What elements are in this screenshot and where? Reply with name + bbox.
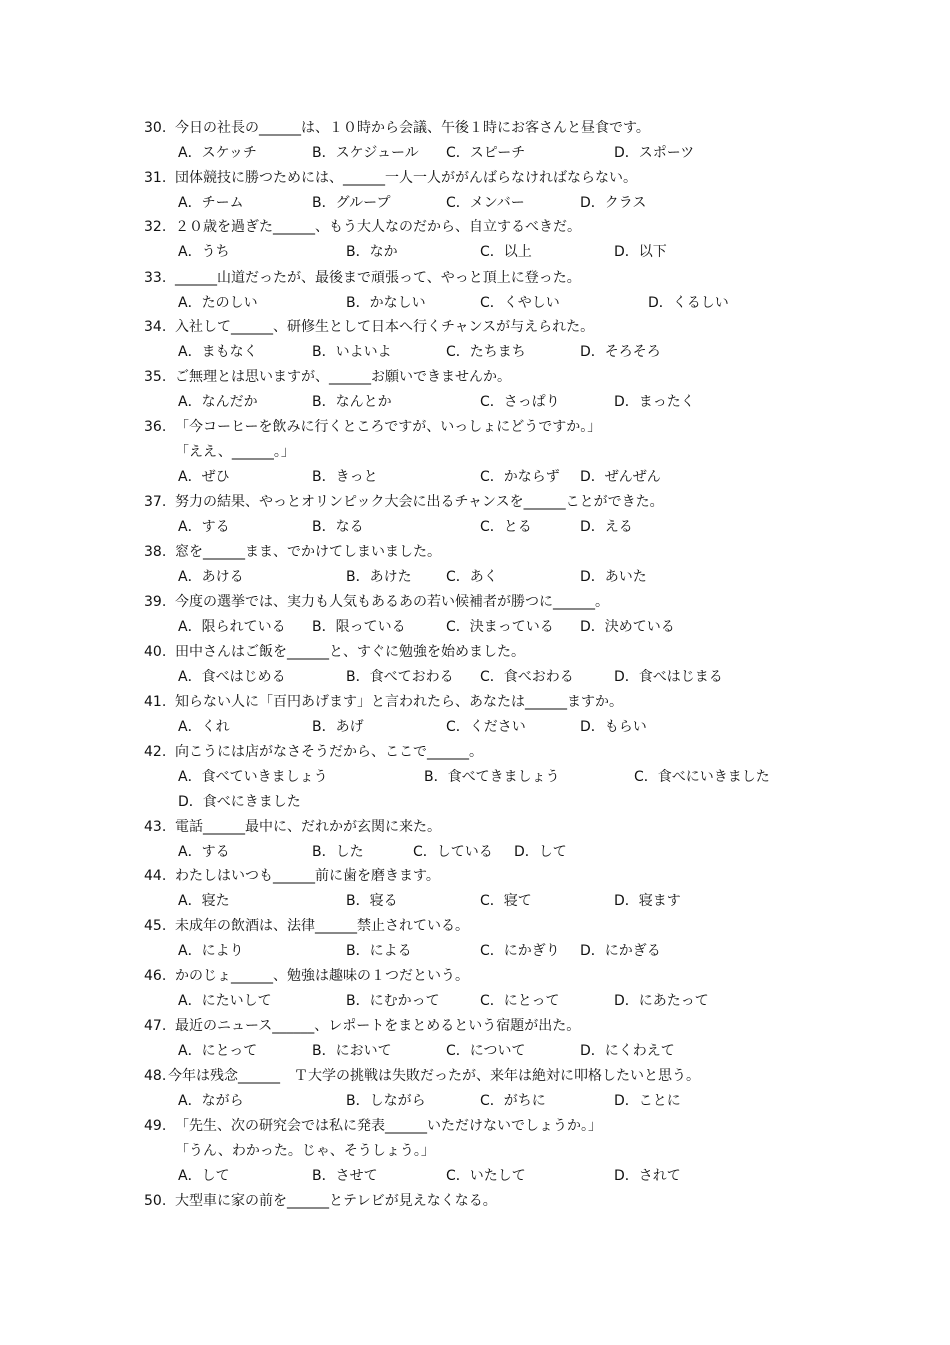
- option-c: C．決まっている: [446, 619, 554, 635]
- option-b: B．させて: [312, 1168, 378, 1184]
- question-text: かのじょ______、勉強は趣味の１つだという。: [175, 968, 469, 984]
- options-row: [144, 1089, 924, 1114]
- option-d: D．寝ます: [614, 893, 681, 909]
- question-text: 今年は残念______ Ｔ大学の挑戦は失敗だったが、来年は絶対に叩格したいと思う。: [168, 1068, 700, 1084]
- options-row: [144, 665, 924, 690]
- question-text: 未成年の飲酒は、法律______禁止されている。: [175, 918, 469, 934]
- option-b: B．寝る: [346, 893, 398, 909]
- question-42: [144, 740, 924, 810]
- options-row: [144, 939, 924, 964]
- option-b: B．スケジュール: [312, 145, 419, 161]
- question-40: [144, 640, 924, 685]
- question-number: 38.: [144, 544, 167, 560]
- question-text: 今日の社長の______は、１０時から会議、午後１時にお客さんと昼食です。: [175, 120, 650, 136]
- option-b: B．にむかって: [346, 993, 440, 1009]
- option-d: D．以下: [614, 244, 667, 260]
- question-48: [144, 1064, 924, 1109]
- question-number: 37.: [144, 494, 167, 510]
- option-a: A．して: [178, 1168, 230, 1184]
- option-c: C．とる: [480, 519, 532, 535]
- option-d: D．くるしい: [648, 295, 729, 311]
- option-d: D．決めている: [580, 619, 675, 635]
- option-a: A．ながら: [178, 1093, 244, 1109]
- option-a: A．寝た: [178, 893, 230, 909]
- question-49: [144, 1114, 924, 1184]
- option-a: A．チーム: [178, 195, 244, 211]
- question-text-line2: 「ええ、______。」: [175, 444, 295, 460]
- question-35: [144, 365, 924, 410]
- option-c: C．スピーチ: [446, 145, 526, 161]
- options-row: [144, 390, 924, 415]
- options-row: [144, 141, 924, 166]
- option-c: C．さっぱり: [480, 394, 560, 410]
- question-number: 32.: [144, 219, 167, 235]
- question-text: 今度の選挙では、実力も人気もあるあの若い候補者が勝つに______。: [175, 594, 609, 610]
- question-text-line2: 「うん、わかった。じゃ、そうしょう。」: [175, 1143, 435, 1159]
- question-text: 田中さんはご飯を______と、すぐに勉強を始めました。: [175, 644, 525, 660]
- question-number: 41.: [144, 694, 167, 710]
- question-37: [144, 490, 924, 535]
- question-number: 31.: [144, 170, 167, 186]
- question-33: [144, 266, 924, 311]
- option-d: D．食べはじまる: [614, 669, 723, 685]
- option-a: A．ぜひ: [178, 469, 230, 485]
- question-text: 「今コーヒーを飲みに行くところですが、いっしょにどうですか。」: [175, 419, 602, 435]
- question-46: [144, 964, 924, 1009]
- option-d: D．スポーツ: [614, 145, 695, 161]
- question-30: [144, 116, 924, 161]
- option-d: D．ことに: [614, 1093, 681, 1109]
- options-row: [144, 1164, 924, 1189]
- option-b: B．食べておわる: [346, 669, 454, 685]
- option-c: C．ください: [446, 719, 526, 735]
- question-number: 43.: [144, 819, 167, 835]
- question-41: [144, 690, 924, 735]
- option-d: D．まったく: [614, 394, 695, 410]
- question-text: 電話______最中に、だれかが玄関に来た。: [175, 819, 441, 835]
- option-b: B．による: [346, 943, 412, 959]
- question-32: [144, 215, 924, 260]
- question-text: 向こうには店がなさそうだから、ここで______。: [175, 744, 483, 760]
- question-text: ２０歳を過ぎた______、もう大人なのだから、自立するべきだ。: [175, 219, 581, 235]
- question-text: 団体競技に勝つためには、______一人一人ががんばらなければならない。: [175, 170, 637, 186]
- option-d: D．そろそろ: [580, 344, 661, 360]
- option-a: A．する: [178, 519, 230, 535]
- options-row: [144, 465, 924, 490]
- options-row: [144, 515, 924, 540]
- options-row: [144, 240, 924, 265]
- option-d: D．食べにきました: [178, 794, 301, 810]
- option-d: D．にくわえて: [580, 1043, 675, 1059]
- options-row: [144, 715, 924, 740]
- option-a: A．にとって: [178, 1043, 258, 1059]
- option-d: D．して: [514, 844, 567, 860]
- option-b: B．グループ: [312, 195, 391, 211]
- question-number: 44.: [144, 868, 167, 884]
- question-number: 46.: [144, 968, 167, 984]
- option-d: D．クラス: [580, 195, 647, 211]
- question-text: 入社して______、研修生として日本へ行くチャンスが与えられた。: [175, 319, 595, 335]
- option-a: A．たのしい: [178, 295, 258, 311]
- option-c: C．にかぎり: [480, 943, 560, 959]
- options-row: [144, 565, 924, 590]
- option-b: B．した: [312, 844, 364, 860]
- option-b: B．なる: [312, 519, 364, 535]
- option-a: A．うち: [178, 244, 230, 260]
- question-number: 33.: [144, 270, 167, 286]
- option-c: C．寝て: [480, 893, 532, 909]
- option-b: B．なか: [346, 244, 398, 260]
- option-a: A．する: [178, 844, 230, 860]
- options-row: [144, 291, 924, 316]
- option-d: D．える: [580, 519, 633, 535]
- question-text: ご無理とは思いますが、______お願いできませんか。: [175, 369, 511, 385]
- question-36: [144, 415, 924, 485]
- option-c: C．くやしい: [480, 295, 560, 311]
- option-c: C．について: [446, 1043, 526, 1059]
- question-31: [144, 166, 924, 211]
- question-number: 40.: [144, 644, 167, 660]
- options-row-2: [144, 790, 924, 815]
- question-text: 最近のニュース______、レポートをまとめるという宿題が出た。: [175, 1018, 581, 1034]
- options-row: [144, 765, 924, 790]
- question-text: 「先生、次の研究会では私に発表______いただけないでしょうか。」: [175, 1118, 602, 1134]
- options-row: [144, 1039, 924, 1064]
- option-b: B．食べてきましょう: [424, 769, 560, 785]
- option-a: A．食べていきましょう: [178, 769, 328, 785]
- options-row: [144, 191, 924, 216]
- question-43: [144, 815, 924, 860]
- option-b: B．において: [312, 1043, 392, 1059]
- question-34: [144, 315, 924, 360]
- option-a: A．により: [178, 943, 244, 959]
- question-number: 45.: [144, 918, 167, 934]
- question-number: 34.: [144, 319, 167, 335]
- option-c: C．以上: [480, 244, 532, 260]
- options-row: [144, 615, 924, 640]
- question-text: 大型車に家の前を______とテレビが見えなくなる。: [175, 1193, 497, 1209]
- option-b: B．なんとか: [312, 394, 392, 410]
- question-text: わたしはいつも______前に歯を磨きます。: [175, 868, 440, 884]
- option-a: A．にたいして: [178, 993, 272, 1009]
- option-b: B．しながら: [346, 1093, 426, 1109]
- option-a: A．なんだか: [178, 394, 258, 410]
- question-number: 35.: [144, 369, 167, 385]
- question-number: 47.: [144, 1018, 167, 1034]
- option-c: C．かならず: [480, 469, 560, 485]
- question-number: 49.: [144, 1118, 167, 1134]
- question-44: [144, 864, 924, 909]
- question-number: 50.: [144, 1193, 167, 1209]
- option-c: C．メンバー: [446, 195, 525, 211]
- option-d: D．もらい: [580, 719, 647, 735]
- option-b: B．限っている: [312, 619, 406, 635]
- options-row: [144, 889, 924, 914]
- question-number: 36.: [144, 419, 167, 435]
- option-c: C．たちまち: [446, 344, 526, 360]
- option-d: D．にかぎる: [580, 943, 661, 959]
- option-a: A．食べはじめる: [178, 669, 286, 685]
- option-c: C．している: [413, 844, 493, 860]
- option-b: B．きっと: [312, 469, 378, 485]
- question-45: [144, 914, 924, 959]
- option-b: B．かなしい: [346, 295, 426, 311]
- option-d: D．にあたって: [614, 993, 709, 1009]
- option-b: B．あげ: [312, 719, 364, 735]
- option-a: A．くれ: [178, 719, 230, 735]
- option-c: C．食べにいきました: [634, 769, 770, 785]
- option-a: A．まもなく: [178, 344, 258, 360]
- question-47: [144, 1014, 924, 1059]
- option-c: C．いたして: [446, 1168, 526, 1184]
- option-d: D．されて: [614, 1168, 681, 1184]
- question-number: 39.: [144, 594, 167, 610]
- option-a: A．あける: [178, 569, 244, 585]
- question-text: 知らない人に「百円あげます」と言われたら、あなたは______ますか。: [175, 694, 623, 710]
- option-c: C．にとって: [480, 993, 560, 1009]
- question-text: 努力の結果、やっとオリンピック大会に出るチャンスを______ことができた。: [175, 494, 664, 510]
- option-c: C．食べおわる: [480, 669, 574, 685]
- question-number: 30.: [144, 120, 167, 136]
- question-50: [144, 1189, 924, 1214]
- options-row: [144, 840, 924, 865]
- option-d: D．あいた: [580, 569, 647, 585]
- option-c: C．がちに: [480, 1093, 546, 1109]
- option-c: C．あく: [446, 569, 498, 585]
- question-text: ______山道だったが、最後まで頑張って、やっと頂上に登った。: [175, 270, 581, 286]
- question-38: [144, 540, 924, 585]
- question-39: [144, 590, 924, 635]
- option-a: A．スケッチ: [178, 145, 257, 161]
- option-d: D．ぜんぜん: [580, 469, 661, 485]
- option-b: B．あけた: [346, 569, 412, 585]
- question-number: 48.: [144, 1068, 167, 1084]
- options-row: [144, 989, 924, 1014]
- question-number: 42.: [144, 744, 167, 760]
- option-b: B．いよいよ: [312, 344, 392, 360]
- options-row: [144, 340, 924, 365]
- option-a: A．限られている: [178, 619, 286, 635]
- question-text: 窓を______まま、でかけてしまいました。: [175, 544, 441, 560]
